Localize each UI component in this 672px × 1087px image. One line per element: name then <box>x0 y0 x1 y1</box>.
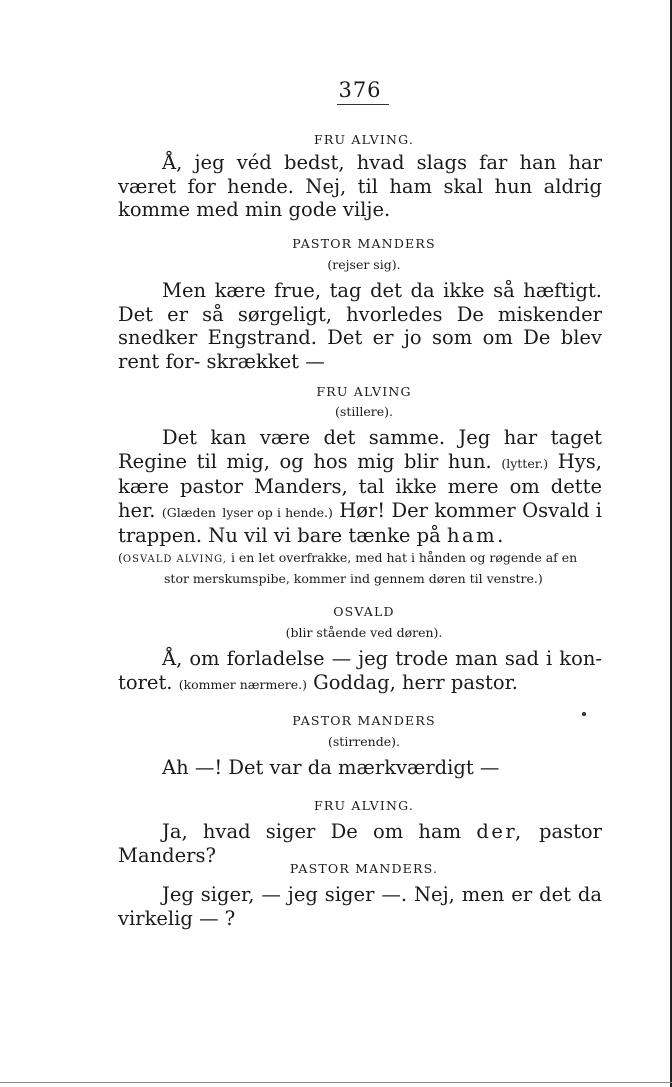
stage-direction-glaeden: (Glæden <box>161 504 216 520</box>
stage-direction-kommer-naermere: (kommer nærmere.) <box>178 676 307 692</box>
dialogue-fru-alving-1: Å, jeg véd bedst, hvad slags far han har været for hende. Nej, til ham skal hun aldrig komme med min gode vilje. <box>118 151 602 221</box>
stage-note-character: OSVALD ALVING, <box>122 554 227 565</box>
stage-direction-blir-staende: (blir stående ved døren). <box>285 625 443 640</box>
speaker-pastor-manders-3: PASTOR MANDERS. <box>289 861 439 876</box>
speaker-pastor-manders-2: PASTOR MANDERS <box>292 713 436 728</box>
page-edge-bottom <box>0 1082 672 1083</box>
speaker-fru-alving-3: FRU ALVING. <box>313 798 415 813</box>
stage-direction-stillere: (stillere). <box>335 404 393 419</box>
dialogue-fru-alving-3: Ja, hvad siger De om ham der, pastor Manders? <box>118 820 602 867</box>
stage-direction-rejser-sig: (rejser sig). <box>327 257 401 272</box>
speaker-osvald: OSVALD <box>333 604 395 619</box>
dialogue-fru-alving-2: Det kan være det samme. Jeg har taget Regine til mig, og hos mig blir hun. (lytter.) Hys, kære pastor Manders, tal ikke mere om dette her. (Glæden lyser op i hende.) Hør! Der kommer Osvald i trappen. Nu vil vi bare tænke på ham. <box>118 426 603 547</box>
ink-speck <box>582 712 586 716</box>
dialogue-pastor-manders-1: Men kære frue, tag det da ikke så hæftigt. Det er så sørgeligt, hvorledes De miskender snedker Engstrand. Det er jo som om De blev rent for- skrækket — <box>118 279 602 373</box>
stage-direction-lytter: (lytter.) <box>501 455 549 471</box>
stage-note-osvald-enters: (OSVALD ALVING, i en let overfrakke, med hat i hånden og røgende af en stor merskumspibe, kommer ind gennem døren til venstre.) <box>118 550 578 586</box>
speaker-fru-alving-2: FRU ALVING <box>316 384 412 399</box>
stage-direction-stirrende: (stirrende). <box>328 734 400 749</box>
dialogue-pastor-manders-3: Jeg siger, — jeg siger —. Nej, men er det da virkelig — ? <box>118 883 602 930</box>
speaker-pastor-manders-1: PASTOR MANDERS <box>292 236 436 251</box>
dialogue-pastor-manders-2: Ah —! Det var da mærkværdigt — <box>162 756 500 779</box>
page-number: 376 <box>338 78 382 102</box>
speaker-fru-alving-1: FRU ALVING. <box>313 132 415 147</box>
page-number-underline <box>337 104 389 105</box>
dialogue-osvald: Å, om forladelse — jeg trode man sad i kon- toret. (kommer nærmere.) Goddag, herr pastor. <box>118 647 602 694</box>
